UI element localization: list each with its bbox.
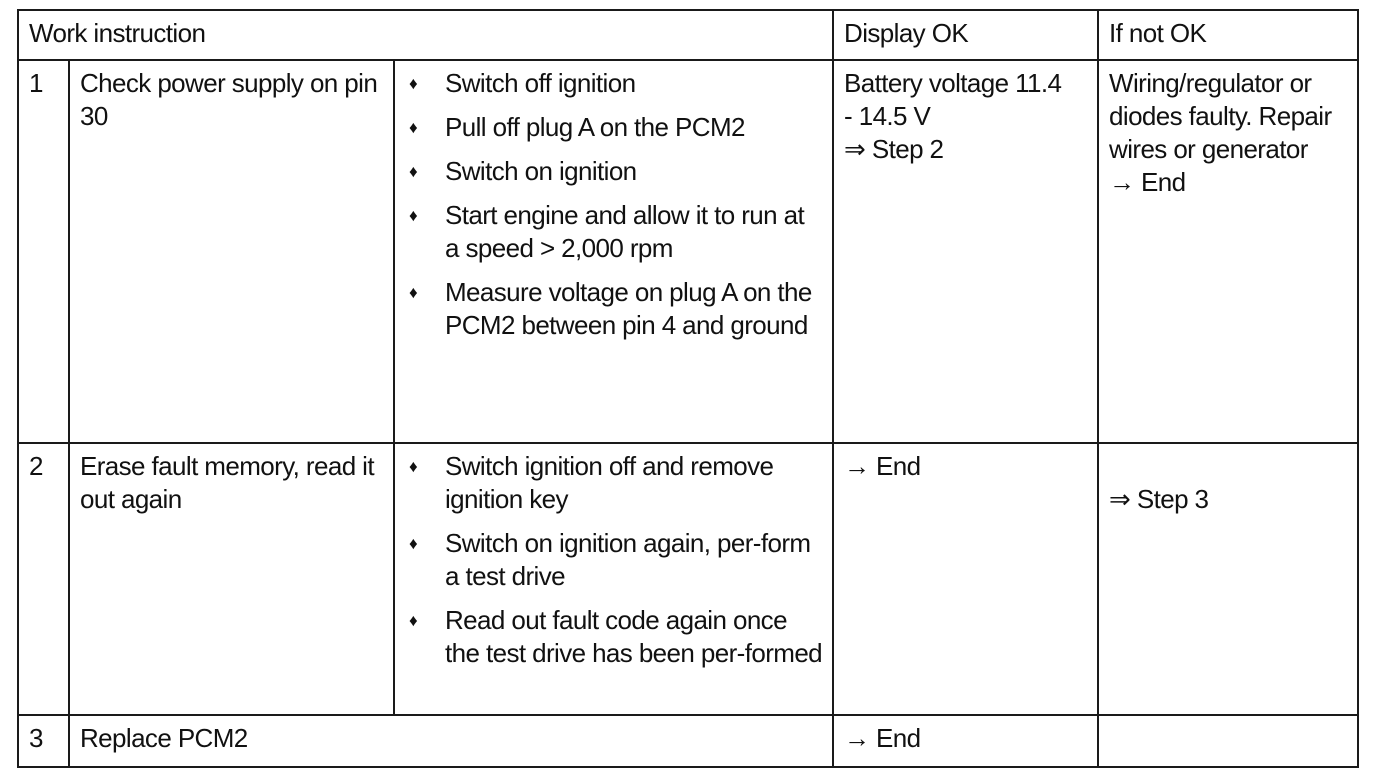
diamond-bullet-icon: ♦ [409, 534, 418, 553]
header-if-not-ok: If not OK [1098, 10, 1358, 60]
if-not-ok-line: → End [1109, 167, 1186, 197]
list-item: ♦ Switch ignition off and remove ignition key [409, 451, 774, 514]
if-not-ok-line: ⇒ Step 3 [1109, 484, 1209, 514]
step-number: 3 [18, 715, 69, 767]
step-instructions [394, 443, 833, 715]
step-title: Replace PCM2 [69, 715, 833, 767]
display-ok-line: - 14.5 V [844, 101, 931, 131]
display-ok-line: → End [844, 451, 921, 481]
list-item: ♦ Switch on ignition again, per-form a test drive [409, 528, 811, 591]
header-display-ok: Display OK [833, 10, 1098, 60]
if-not-ok-line: diodes faulty. Repair [1109, 101, 1332, 131]
step-number: 1 [18, 60, 69, 443]
list-item: ♦ Read out fault code again once the test drive has been per-formed [409, 605, 823, 668]
display-ok-line: Battery voltage 11.4 [844, 68, 1062, 98]
step-number: 2 [18, 443, 69, 715]
if-not-ok-line: Wiring/regulator or [1109, 68, 1312, 98]
list-item: ♦ Measure voltage on plug A on the PCM2 between pin 4 and ground [409, 277, 812, 340]
display-ok-cell [833, 60, 1098, 443]
diamond-bullet-icon: ♦ [409, 118, 418, 137]
if-not-ok-cell [1098, 715, 1358, 767]
diamond-bullet-icon: ♦ [409, 611, 418, 630]
diamond-bullet-icon: ♦ [409, 283, 418, 302]
diamond-bullet-icon: ♦ [409, 206, 418, 225]
header-row [18, 10, 1358, 60]
list-item: ♦ Switch on ignition [409, 156, 637, 186]
list-item: ♦ Start engine and allow it to run at a speed > 2,000 rpm [409, 200, 805, 263]
diamond-bullet-icon: ♦ [409, 74, 418, 93]
step-title: Erase fault memory, read it out again [69, 443, 394, 715]
table-row [18, 60, 1358, 443]
diamond-bullet-icon: ♦ [409, 457, 418, 476]
display-ok-cell [833, 443, 1098, 715]
display-ok-cell [833, 715, 1098, 767]
if-not-ok-line: wires or generator [1109, 134, 1308, 164]
step-instructions [394, 60, 833, 443]
work-instruction-table [17, 9, 1359, 768]
diamond-bullet-icon: ♦ [409, 162, 418, 181]
list-item: ♦ Switch off ignition [409, 68, 636, 98]
header-work-instruction: Work instruction [18, 10, 833, 60]
table-row [18, 715, 1358, 767]
display-ok-line: ⇒ Step 2 [844, 134, 944, 164]
list-item: ♦ Pull off plug A on the PCM2 [409, 112, 745, 142]
display-ok-line: → End [844, 723, 921, 753]
if-not-ok-cell [1098, 60, 1358, 443]
step-title: Check power supply on pin 30 [69, 60, 394, 443]
table-row [18, 443, 1358, 715]
if-not-ok-cell [1098, 443, 1358, 715]
